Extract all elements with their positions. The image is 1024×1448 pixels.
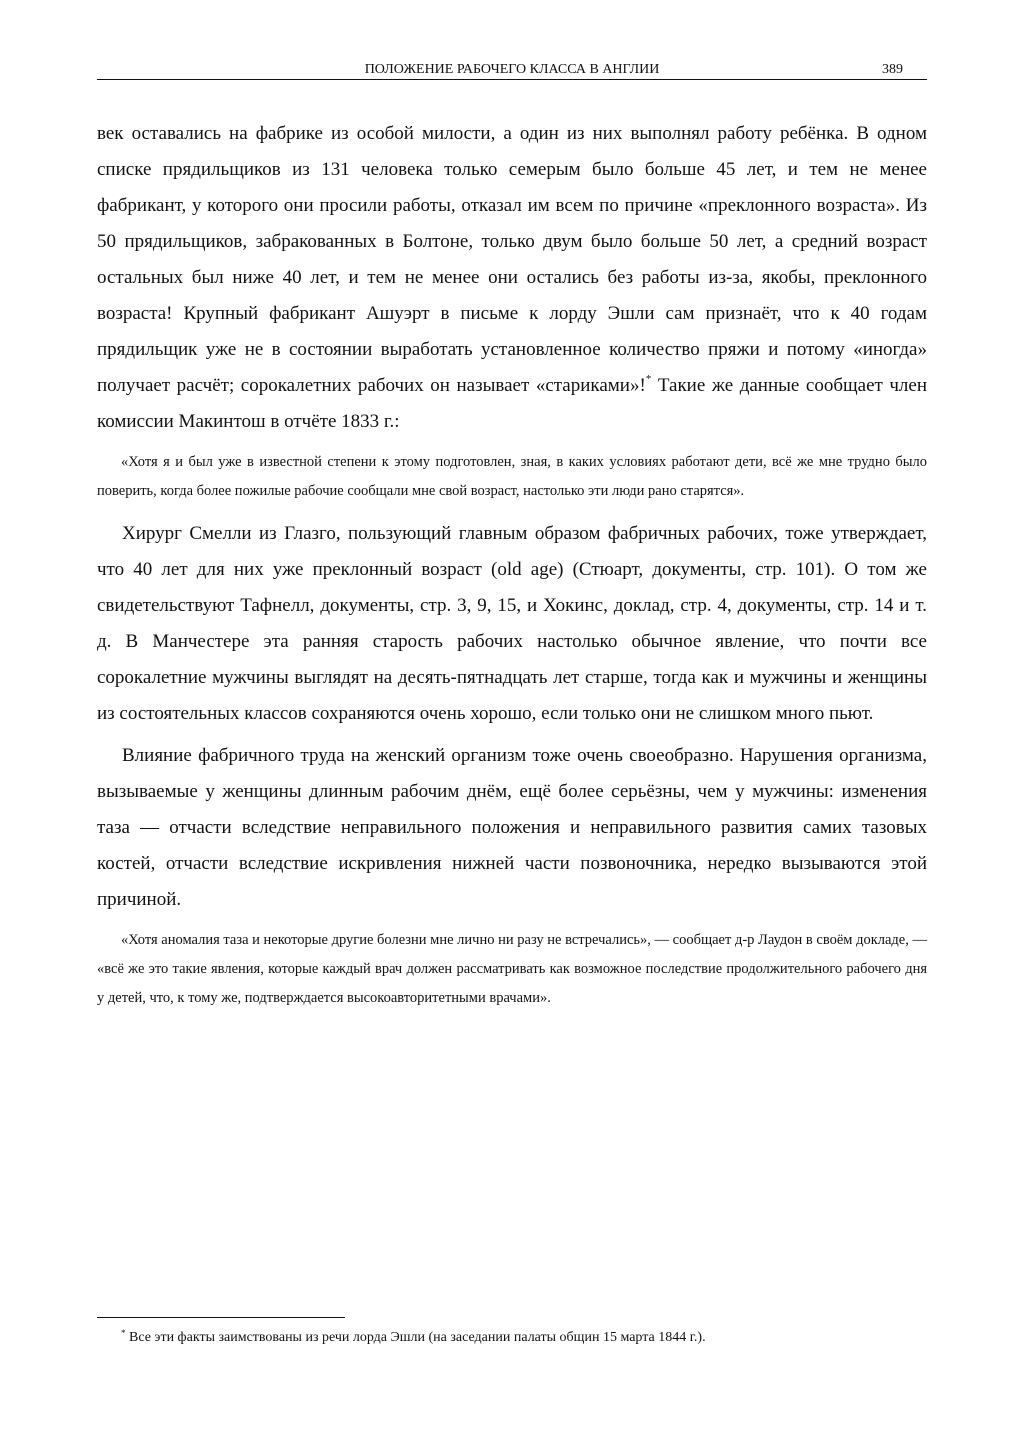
paragraph-1-text-b: Такие же данные сообщает член комиссии Макинтош в отчёте 1833 г.: bbox=[97, 375, 927, 432]
header-rule bbox=[97, 79, 927, 80]
page-number: 389 bbox=[882, 62, 903, 77]
footnote-reference: * bbox=[645, 373, 652, 385]
running-title: ПОЛОЖЕНИЕ РАБОЧЕГО КЛАССА В АНГЛИИ bbox=[364, 62, 660, 77]
paragraph-1 bbox=[97, 116, 927, 440]
quotation-2: «Хотя аномалия таза и некоторые другие болезни мне лично ни разу не встречались», — сообщает д-р Лаудон в своём докладе, — «всё же это такие явления, которые каждый врач должен рассматривать как возможное последствие продолжительного рабочего дня у детей, что, к тому же, подтверждается высокоавторитетными врачами». bbox=[97, 932, 927, 1006]
paragraph-1-text-a: век оставались на фабрике из особой милости, а один из них выполнял работу ребёнка. В одном списке прядильщиков из 131 человека только семерым было больше 45 лет, и тем не менее фабрикант, у которого они просили работы, отказал им всем по причине «преклонного возраста». Из 50 прядильщиков, забракованных в Болтоне, только двум было больше 50 лет, а средний возраст остальных был ниже 40 лет, и тем не менее они остались без работы из-за, якобы, преклонного возраста! Крупный фабрикант Ашуэрт в письме к лорду Эшли сам признаёт, что к 40 годам прядильщик уже не в состоянии выработать установленное количество пряжи и потому «иногда» получает расчёт; сорокалетних рабочих он называет «стариками»! bbox=[97, 123, 927, 396]
paragraph-2: Хирург Смелли из Глазго, пользующий главным образом фабричных рабочих, тоже утверждает, что 40 лет для них уже преклонный возраст (old age) (Стюарт, документы, стр. 101). О том же свидетельствуют Тафнелл, документы, стр. 3, 9, 15, и Хокинс, доклад, стр. 4, документы, стр. 14 и т. д. В Манчестере эта ранняя старость рабочих настолько обычное явление, что почти все сорокалетние мужчины выглядят на десять-пятнадцать лет старше, тогда как и мужчины и женщины из состоятельных классов сохраняются очень хорошо, если только они не слишком много пьют. bbox=[97, 523, 927, 724]
footnote-text: Все эти факты заимствованы из речи лорда Эшли (на заседании палаты общин 15 марта 1844 г.). bbox=[125, 1330, 706, 1345]
footnote bbox=[121, 1328, 927, 1348]
page bbox=[97, 0, 927, 1448]
paragraph-3: Влияние фабричного труда на женский организм тоже очень своеобразно. Нарушения организма, вызываемые у женщины длинным рабочим днём, ещё более серьёзны, чем у мужчины: изменения таза — отчасти вследствие неправильного положения и неправильного развития самих тазовых костей, отчасти вследствие искривления нижней части позвоночника, нередко вызываются этой причиной. bbox=[97, 745, 927, 910]
footnote-mark: * bbox=[121, 1328, 126, 1338]
footnote-rule bbox=[97, 1317, 345, 1318]
main-text bbox=[97, 116, 927, 1023]
quotation-1: «Хотя я и был уже в известной степени к этому подготовлен, зная, в каких условиях работают дети, всё же мне трудно было поверить, когда более пожилые рабочие сообщали мне свой возраст, настолько эти люди рано старятся». bbox=[97, 454, 927, 499]
